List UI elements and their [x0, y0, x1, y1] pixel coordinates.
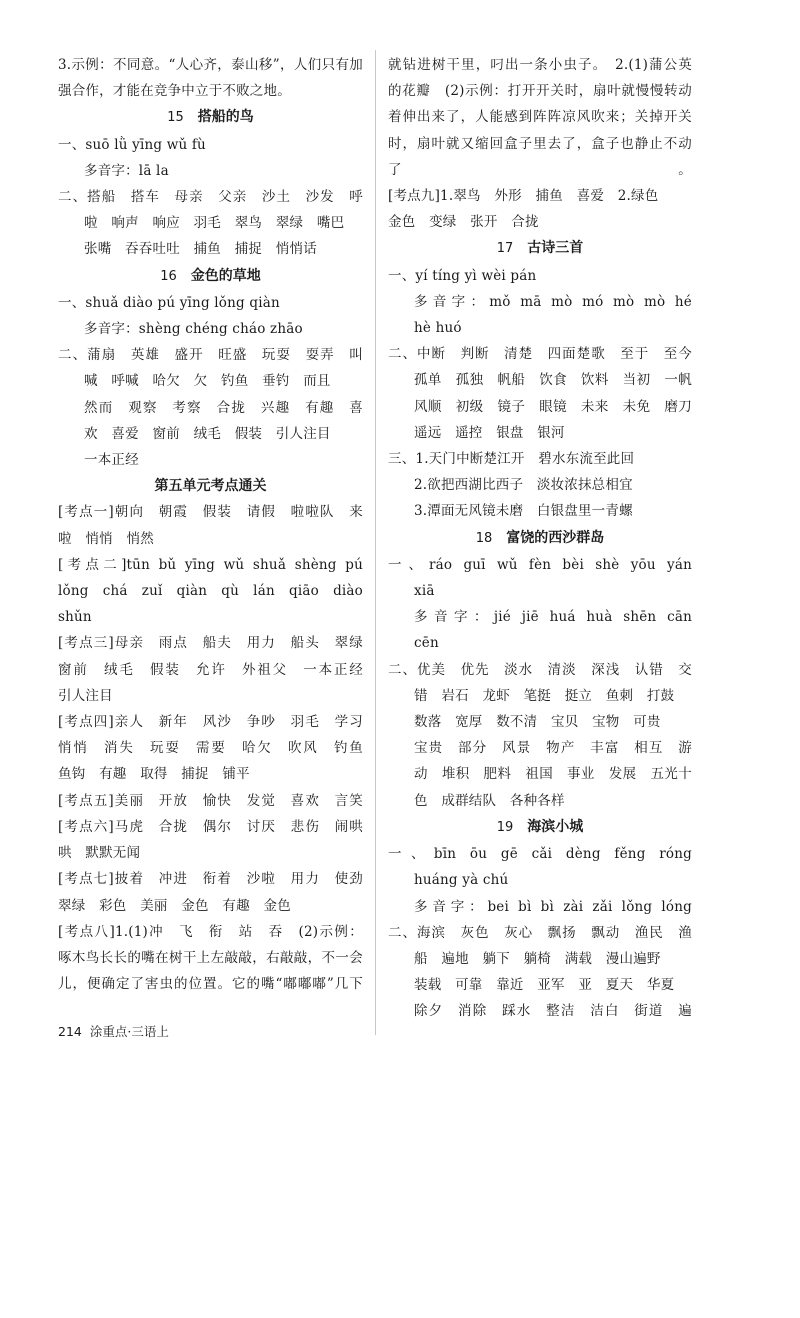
- answer-line: [考点四]亲人 新年 风沙 争吵 羽毛 学习: [58, 714, 363, 731]
- answer-line: 悄悄 消失 玩耍 需要 哈欠 吹风 钓鱼: [58, 740, 363, 757]
- answer-line: 时，扇叶就又缩回盒子里去了，盒子也静止不动了。: [388, 135, 692, 178]
- answer-line: 三、1.天门中断楚江开 碧水东流至此回: [388, 451, 635, 468]
- answer-line: 一、bīn ōu gē cǎi dèng fěng róng: [388, 846, 692, 863]
- answer-line: 除夕 消除 踩水 整洁 洁白 街道 遍: [414, 1003, 692, 1020]
- section-number: 15: [167, 110, 184, 126]
- answer-line: 金色 变绿 张开 合拢: [388, 214, 539, 231]
- section-title: 搭船的鸟: [197, 109, 254, 126]
- book-title: 涂重点·三语上: [89, 1024, 169, 1039]
- section-title: 富饶的西沙群岛: [506, 529, 605, 546]
- section-title: 金色的草地: [190, 267, 261, 284]
- answer-line: [考点六]马虎 合拢 偶尔 讨厌 悲伤 闹哄: [58, 818, 363, 835]
- section-title: 第五单元考点通关: [154, 478, 267, 495]
- answer-line: 错 岩石 龙虾 笔挺 挺立 鱼刺 打鼓: [414, 687, 675, 704]
- answer-line: 引人注目: [58, 687, 113, 704]
- answer-line: 多音字：mǒ mā mò mó mò mò hé: [414, 293, 692, 310]
- answer-line: 欢 喜爱 窗前 绒毛 假装 引人注目: [84, 425, 331, 442]
- section-number: 16: [160, 268, 177, 284]
- answer-line: cēn: [414, 635, 439, 652]
- answer-line: 着伸出来了，人能感到阵阵凉风吹来；关掉开关: [388, 109, 692, 126]
- section-heading: [388, 814, 692, 841]
- answer-line: 一本正经: [84, 452, 139, 469]
- answer-line: 儿，便确定了害虫的位置。它的嘴“嘟嘟嘟”几下: [58, 976, 363, 993]
- answer-line: [考点八]1.(1)冲 飞 衔 站 吞 (2)示例：: [58, 923, 363, 940]
- answer-line: 然而 观察 考察 合拢 兴趣 有趣 喜: [84, 399, 363, 416]
- answer-line: 孤单 孤独 帆船 饮食 饮料 当初 一帆: [414, 372, 692, 389]
- answer-line: 一、suō lǜ yīng wǔ fù: [58, 136, 206, 153]
- answer-line: 张嘴 吞吞吐吐 捕鱼 捕捉 悄悄话: [84, 241, 317, 258]
- answer-line: 二、搭船 搭车 母亲 父亲 沙土 沙发 呼: [58, 189, 363, 206]
- answer-line: 2.欲把西湖比西子 淡妆浓抹总相宜: [414, 477, 633, 494]
- answer-line: 一、shuǎ diào pú yīng lǒng qiàn: [58, 294, 280, 311]
- answer-line: 色 成群结队 各种各样: [414, 792, 565, 809]
- answer-line: [考点九]1.翠鸟 外形 捕鱼 喜爱 2.绿色: [388, 188, 659, 205]
- answer-line: 啦 悄悄 悄然: [58, 530, 154, 547]
- column-divider: [375, 50, 376, 1035]
- answer-line: [考点五]美丽 开放 愉快 发觉 喜欢 言笑: [58, 792, 363, 809]
- answer-line: 多音字：bei bì bì zài zǎi lǒng lóng: [414, 898, 692, 915]
- page-number: 214: [58, 1024, 82, 1039]
- answer-line: lǒng chá zuǐ qiàn qù lán qiāo diào: [58, 583, 363, 600]
- answer-line: 哄 默默无闻: [58, 845, 141, 862]
- answer-line: 装载 可靠 靠近 亚军 亚 夏天 华夏: [414, 977, 675, 994]
- answer-line: 喊 呼喊 哈欠 欠 钓鱼 垂钓 而且: [84, 373, 331, 390]
- answer-line: [考点二]tūn bǔ yīng wǔ shuǎ shèng pú: [58, 556, 363, 573]
- answer-line: huáng yà chú: [414, 872, 509, 889]
- answer-line: 啦 响声 响应 羽毛 翠鸟 翠绿 嘴巴: [84, 215, 345, 232]
- answer-line: 二、中断 判断 清楚 四面楚歌 至于 至今: [388, 346, 692, 363]
- answer-line: 一、yí tíng yì wèi pán: [388, 267, 537, 284]
- answer-line: 二、优美 优先 淡水 清淡 深浅 认错 交: [388, 661, 692, 678]
- answer-line: hè huó: [414, 320, 462, 337]
- section-title: 古诗三首: [527, 240, 584, 257]
- answer-line: 风顺 初级 镜子 眼镜 未来 未免 磨刀: [414, 398, 692, 415]
- answer-line: 动 堆积 肥料 祖国 事业 发展 五光十: [414, 766, 692, 783]
- answer-line: 多音字：shèng chéng cháo zhāo: [84, 321, 303, 338]
- answer-line: 二、海滨 灰色 灰心 飘扬 飘动 渔民 渔: [388, 924, 692, 941]
- section-heading: [58, 263, 363, 290]
- answer-line: 多音字：lā la: [84, 162, 169, 179]
- answer-line: [考点七]披着 冲进 衔着 沙啦 用力 使劲: [58, 871, 363, 888]
- section-heading: [388, 525, 692, 552]
- answer-line: [考点三]母亲 雨点 船夫 用力 船头 翠绿: [58, 635, 363, 652]
- section-heading: [58, 473, 363, 499]
- answer-line: xiā: [414, 583, 435, 600]
- section-title: 海滨小城: [527, 818, 584, 835]
- answer-line: 翠绿 彩色 美丽 金色 有趣 金色: [58, 897, 291, 914]
- answer-line: 就钻进树干里，叼出一条小虫子。 2.(1)蒲公英: [388, 57, 692, 73]
- answer-line: 船 遍地 躺下 躺椅 满载 漫山遍野: [414, 950, 661, 967]
- answer-line: shǔn: [58, 609, 92, 626]
- answer-line: 二、蒲扇 英雄 盛开 旺盛 玩耍 耍弄 叫: [58, 347, 363, 364]
- answer-line: 的花瓣 (2)示例：打开开关时，扇叶就慢慢转动: [388, 83, 692, 100]
- answer-line: 多音字：jié jiē huá huà shēn cān: [414, 609, 692, 626]
- section-heading: [58, 104, 363, 131]
- answer-line: 3.示例：不同意。“人心齐，泰山移”，人们只有加: [58, 57, 363, 73]
- section-number: 17: [496, 241, 514, 257]
- answer-line: 一、ráo guī wǔ fèn bèi shè yōu yán: [388, 556, 692, 573]
- answer-line: 宝贵 部分 风景 物产 丰富 相互 游: [414, 740, 692, 757]
- answer-line: 数落 宽厚 数不清 宝贝 宝物 可贵: [414, 714, 661, 731]
- section-heading: [388, 235, 692, 262]
- answer-line: 强合作，才能在竞争中立于不败之地。: [58, 83, 291, 100]
- section-number: 19: [496, 819, 514, 835]
- answer-line: 窗前 绒毛 假装 允许 外祖父 一本正经: [58, 661, 363, 678]
- answer-line: 啄木鸟长长的嘴在树干上左敲敲，右敲敲，不一会: [58, 949, 363, 966]
- section-number: 18: [475, 530, 493, 546]
- answer-line: [考点一]朝向 朝霞 假装 请假 啦啦队 来: [58, 504, 363, 521]
- answer-line: 鱼钩 有趣 取得 捕捉 铺平: [58, 766, 250, 783]
- answer-line: 遥远 遥控 银盘 银河: [414, 424, 565, 441]
- left-column: [58, 52, 363, 997]
- answer-line: 3.潭面无风镜未磨 白银盘里一青螺: [414, 503, 633, 520]
- page-footer: [58, 1022, 169, 1042]
- right-column: [388, 52, 692, 1025]
